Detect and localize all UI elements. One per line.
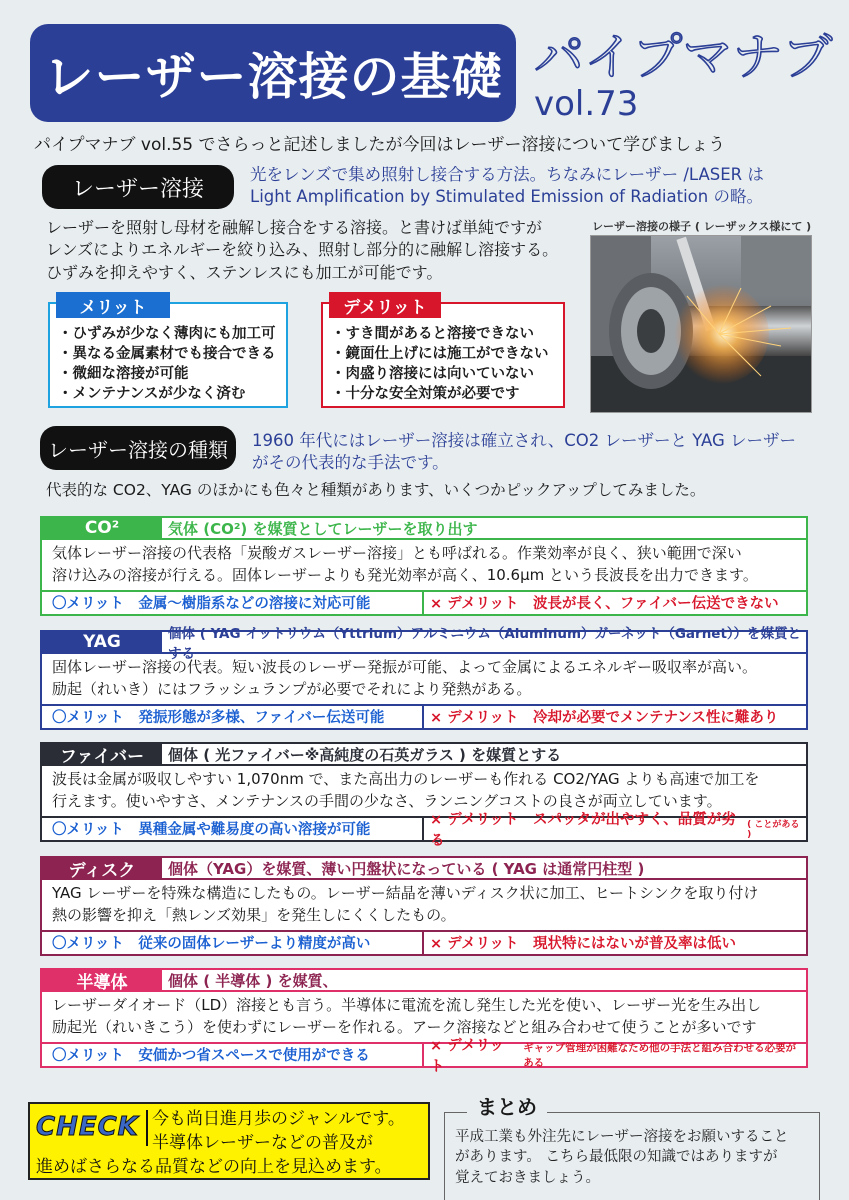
check-text: [152, 1108, 405, 1156]
card-subtitle: 個体（YAG）を媒質、薄い円盤状になっている ( YAG は通常円柱型 ): [168, 859, 645, 878]
card-body: [42, 540, 806, 592]
list-item: ・微細な溶接が可能: [58, 366, 189, 382]
card-demerit-text: × デメリット: [430, 1037, 505, 1075]
card-body-line2: 溶け込みの溶接が行える。固体レーザーよりも発光効率が高く、10.6μm という長波長を出力できます。: [52, 565, 758, 584]
card-demerit-note: ( ことがある ): [747, 820, 800, 840]
check-label: CHECK: [36, 1112, 139, 1142]
card-tag: YAG: [42, 632, 162, 652]
card-body: [42, 654, 806, 706]
check-box: [28, 1102, 430, 1180]
demerit-label: デメリット: [329, 292, 441, 318]
check-divider: [146, 1110, 148, 1146]
card-body-line2: 励起光（れいきこう）を使わずにレーザーを作れる。アーク溶接などと組み合わせて使うことが多いです: [52, 1017, 757, 1036]
summary-title: まとめ: [467, 1091, 547, 1120]
card-merit: 〇メリット 金属～樹脂系などの溶接に対応可能: [42, 592, 424, 614]
card-body-line2: 励起（れいき）にはフラッシュランプが必要でそれにより発熱がある。: [52, 679, 532, 698]
card-merit: 〇メリット 安価かつ省スペースで使用ができる: [42, 1044, 424, 1066]
check-line3: 進めばさらなる品質などの向上を見込めます。: [36, 1157, 392, 1177]
section1-lead-line1: 光をレンズで集め照射し接合する方法。ちなみにレーザー /LASER は: [250, 165, 764, 184]
card-yag: [40, 626, 808, 730]
section2-lead-line2: がその代表的な手法です。: [252, 453, 449, 473]
list-item: ・すき間があると溶接できない: [331, 326, 534, 342]
list-item: ・異なる金属素材でも接合できる: [58, 346, 276, 362]
card-fiber: [40, 742, 808, 849]
section1-body-line2: レンズによりエネルギーを絞り込み、照射し部分的に融解し溶接する。: [46, 240, 559, 260]
list-item: ・十分な安全対策が必要です: [331, 386, 520, 402]
card-demerit: × デメリット 波長が長く、ファイバー伝送できない: [430, 596, 779, 612]
demerit-box: [321, 297, 565, 408]
card-disk: [40, 856, 808, 956]
volume-number: vol.73: [534, 84, 639, 124]
card-demerit: × デメリット 冷却が必要でメンテナンス性に難あり: [430, 710, 779, 726]
card-subtitle: 個体 ( YAG イットリウム（Yttrium）アルミニウム（Aluminum）ガーネット（Garnet））を媒質とする: [168, 626, 802, 662]
list-item: ・鏡面仕上げには施工ができない: [331, 346, 549, 362]
section1-lead: [250, 164, 764, 209]
card-semiconductor: [40, 968, 808, 1075]
card-subtitle: 個体 ( 光ファイバー※高純度の石英ガラス ) を媒質とする: [168, 745, 562, 764]
check-line2: 半導体レーザーなどの普及が: [152, 1132, 373, 1153]
card-body-line1: 固体レーザー溶接の代表。短い波長のレーザー発振が可能、よって金属によるエネルギー吸収率が高い。: [52, 658, 758, 676]
merit-box: [48, 297, 288, 408]
page-title: レーザー溶接の基礎: [30, 24, 516, 122]
summary-text: [455, 1127, 789, 1188]
card-body-line1: YAG レーザーを特殊な構造にしたもの。レーザー結晶を薄いディスク状に加工、ヒートシンクを取り付け: [52, 884, 759, 902]
card-demerit-note: ギャップ管理が困難なため他の手法と組み合わせる必要がある: [523, 1041, 797, 1069]
list-item: ・メンテナンスが少なく済む: [58, 386, 246, 402]
summary-line1: 平成工業も外注先にレーザー溶接をお願いすること: [455, 1129, 789, 1145]
card-subtitle: 個体 ( 半導体 ) を媒質、: [168, 971, 338, 990]
section1-body: [46, 217, 558, 284]
card-co2: [40, 516, 808, 616]
section2-lead: [252, 430, 796, 475]
brand-logo: [534, 22, 834, 90]
list-item: ・ひずみが少なく薄肉にも加工可: [58, 326, 276, 342]
card-body-line2: 熱の影響を抑え「熱レンズ効果」を発生しにくくしたもの。: [52, 905, 456, 924]
card-subtitle: 気体 (CO²) を媒質としてレーザーを取り出す: [168, 519, 478, 538]
section1-lead-line2: Light Amplification by Stimulated Emission of Radiation の略。: [250, 187, 763, 207]
card-merit: 〇メリット 従来の固体レーザーより精度が高い: [42, 932, 424, 954]
merit-list: [50, 304, 286, 408]
summary-line2: があります。 こちら最低限の知識ではありますが: [455, 1149, 778, 1166]
card-demerit: [424, 811, 806, 849]
card-tag: CO²: [42, 518, 162, 538]
card-body-line1: レーザーダイオード（LD）溶接とも言う。半導体に電流を流し発生した光を使い、レーザー光を生み出し: [52, 996, 762, 1014]
photo-caption: レーザー溶接の様子 ( レーザックス様にて ): [592, 220, 812, 233]
section-types-heading: レーザー溶接の種類: [40, 426, 236, 470]
section1-body-line3: ひずみを抑えやすく、ステンレスにも加工が可能です。: [46, 262, 443, 282]
section2-body: 代表的な CO2、YAG のほかにも色々と種類があります、いくつかピックアップしてみました。: [46, 481, 706, 499]
intro-text: パイプマナブ vol.55 でさらっと記述しましたが今回はレーザー溶接について学びましょう: [34, 135, 726, 155]
check-line1: 今も尚日進月歩のジャンルです。: [152, 1109, 405, 1129]
card-body-line1: 気体レーザー溶接の代表格「炭酸ガスレーザー溶接」とも呼ばれる。作業効率が良く、狭い範囲で深い: [52, 544, 742, 562]
card-demerit-text: × デメリット スパッタが出やすく、品質が劣る: [430, 811, 736, 849]
card-demerit: × デメリット 現状特にはないが普及率は低い: [430, 936, 737, 952]
laser-welding-photo: [590, 235, 812, 413]
card-body-line1: 波長は金属が吸収しやすい 1,070nm で、また高出力のレーザーも作れる CO2/YAG よりも高速で加工を: [52, 770, 760, 788]
summary-line3: 覚えておきましょう。: [455, 1169, 600, 1186]
section2-lead-line1: 1960 年代にはレーザー溶接は確立され、CO2 レーザーと YAG レーザー: [252, 431, 797, 450]
brand-text: パイプマナブ: [534, 28, 833, 86]
section-laser-welding-heading: レーザー溶接: [42, 165, 234, 209]
card-merit: 〇メリット 発振形態が多様、ファイバー伝送可能: [42, 706, 424, 728]
card-tag: ファイバー: [42, 744, 162, 764]
card-body: [42, 992, 806, 1044]
card-demerit: [424, 1037, 806, 1075]
card-body-line2: 行えます。使いやすさ、メンテナンスの手間の少なさ、ランニングコストの良さが両立しています。: [52, 791, 722, 810]
demerit-list: [323, 304, 563, 408]
card-tag: ディスク: [42, 858, 162, 878]
card-tag: 半導体: [42, 970, 162, 990]
summary-box: [444, 1095, 820, 1200]
section1-body-line1: レーザーを照射し母材を融解し接合をする溶接。と書けば単純ですが: [46, 218, 543, 237]
list-item: ・肉盛り溶接には向いていない: [331, 366, 534, 382]
card-body: [42, 880, 806, 932]
card-merit: 〇メリット 異種金属や難易度の高い溶接が可能: [42, 818, 424, 840]
merit-label: メリット: [56, 292, 170, 318]
